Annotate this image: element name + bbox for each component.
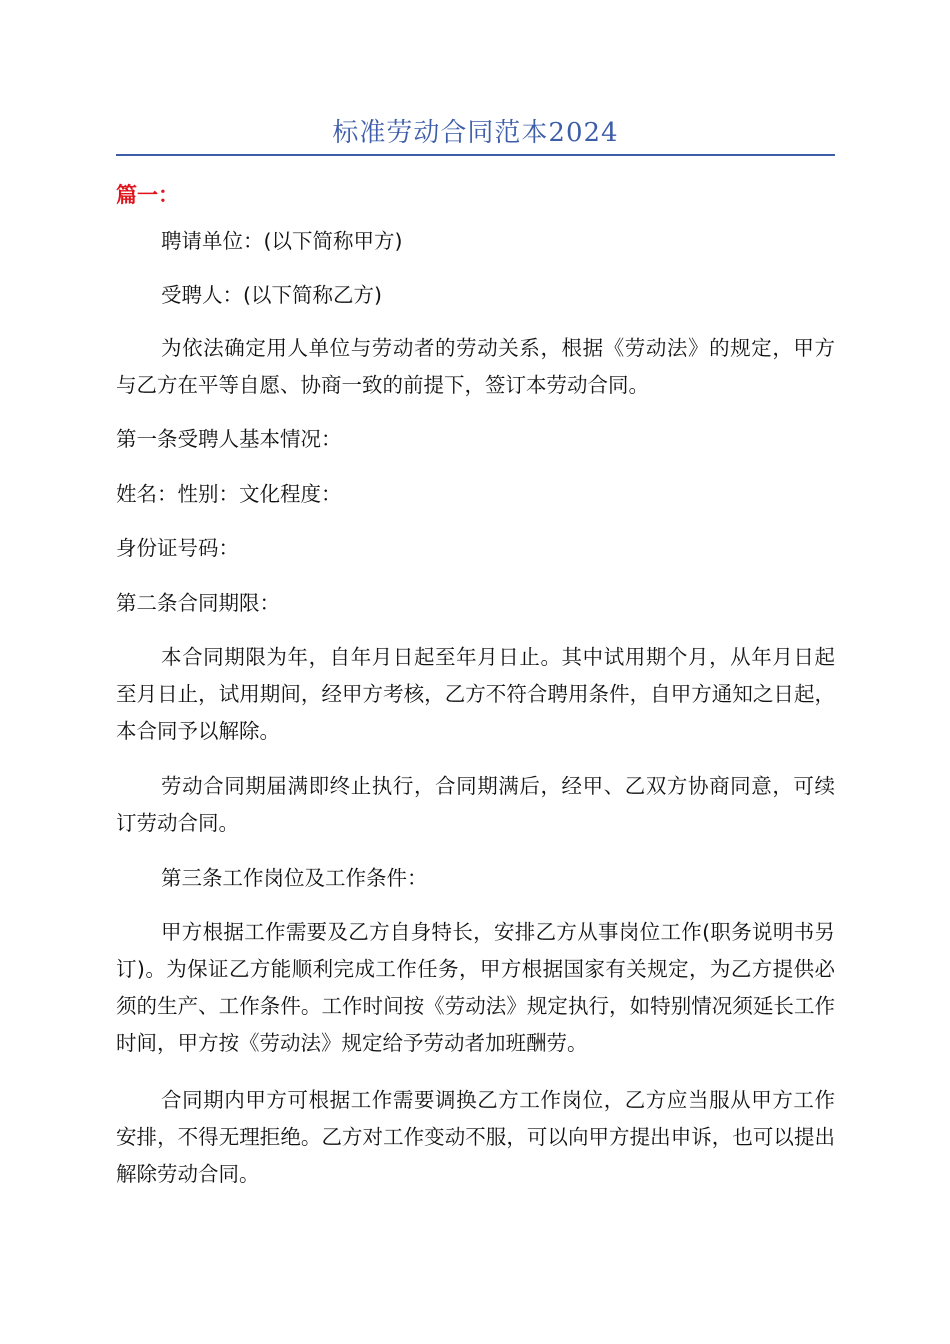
paragraph-employee: 受聘人：(以下简称乙方)	[161, 283, 382, 307]
paragraph-article-3: 第三条工作岗位及工作条件：	[161, 866, 428, 890]
paragraph-contract-term: 本合同期限为年，自年月日起至年月日止。其中试用期个月，从年月日起至月日止，试用期间，经甲方考核，乙方不符合聘用条件，自甲方通知之日起，本合同予以解除。	[116, 645, 835, 743]
paragraph-id-number: 身份证号码：	[116, 536, 239, 560]
document-title: 标准劳动合同范本2024	[332, 118, 619, 148]
paragraph-article-2: 第二条合同期限：	[116, 591, 280, 615]
title-divider	[116, 154, 835, 156]
paragraph-name-fields: 姓名：性别：文化程度：	[116, 482, 342, 506]
paragraph-job-transfer: 合同期内甲方可根据工作需要调换乙方工作岗位，乙方应当服从甲方工作安排，不得无理拒绝。乙方对工作变动不服，可以向甲方提出申诉，也可以提出解除劳动合同。	[116, 1088, 835, 1186]
paragraph-article-1: 第一条受聘人基本情况：	[116, 427, 342, 451]
paragraph-work-conditions: 甲方根据工作需要及乙方自身特长，安排乙方从事岗位工作(职务说明书另订)。为保证乙方能顺利完成工作任务，甲方根据国家有关规定，为乙方提供必须的生产、工作条件。工作时间按《劳动法》规定执行，如特别情况须延长工作时间，甲方按《劳动法》规定给予劳动者加班酬劳。	[116, 920, 835, 1055]
paragraph-preamble: 为依法确定用人单位与劳动者的劳动关系，根据《劳动法》的规定，甲方与乙方在平等自愿、协商一致的前提下，签订本劳动合同。	[116, 336, 835, 397]
paragraph-contract-renewal: 劳动合同期届满即终止执行，合同期满后，经甲、乙双方协商同意，可续订劳动合同。	[116, 774, 835, 835]
paragraph-employer: 聘请单位：(以下简称甲方)	[161, 229, 403, 253]
section-heading: 篇一：	[116, 183, 179, 207]
